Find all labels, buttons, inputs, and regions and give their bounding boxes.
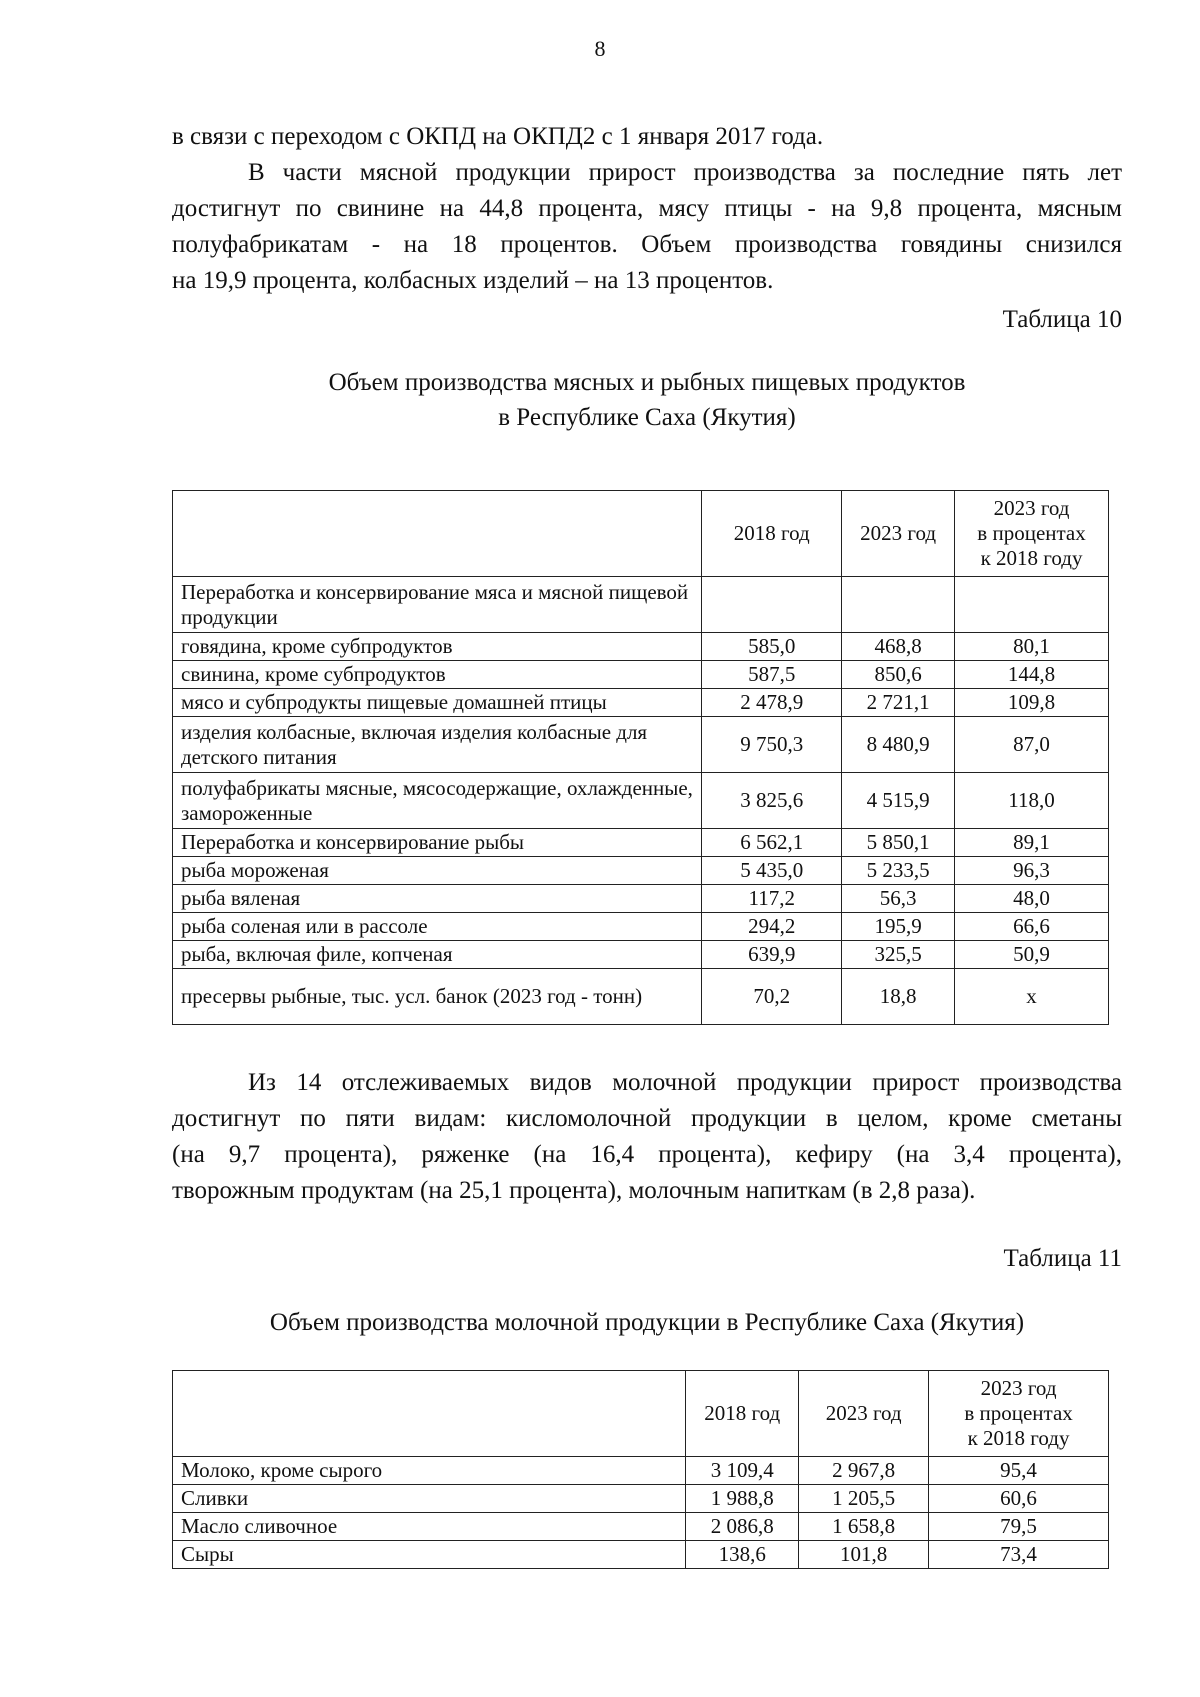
value-2023: 5 233,5 [842, 857, 955, 885]
value-2018: 5 435,0 [702, 857, 842, 885]
value-2023: 850,6 [842, 661, 955, 689]
row-name: рыба вяленая [173, 885, 702, 913]
table-row [173, 969, 1109, 1025]
header-cell-empty [173, 1371, 686, 1457]
table-row [173, 717, 1109, 773]
table-11 [172, 1370, 1109, 1569]
text-line: творожным продуктам (на 25,1 процента), молочным напиткам (в 2,8 раза). [172, 1177, 976, 1204]
value-percent: 87,0 [955, 717, 1109, 773]
value-2018: 2 086,8 [686, 1513, 799, 1541]
row-name: рыба мороженая [173, 857, 702, 885]
value-percent: 73,4 [929, 1541, 1109, 1569]
header-cell-empty [173, 491, 702, 577]
value-percent: 79,5 [929, 1513, 1109, 1541]
value-percent: 50,9 [955, 941, 1109, 969]
row-name: пресервы рыбные, тыс. усл. банок (2023 год - тонн) [173, 969, 702, 1025]
value-2018: 3 825,6 [702, 773, 842, 829]
row-name: мясо и субпродукты пищевые домашней птицы [173, 689, 702, 717]
value-2018: 639,9 [702, 941, 842, 969]
cell-empty [955, 577, 1109, 633]
text-line: на 19,9 процента, колбасных изделий – на 13 процентов. [172, 267, 774, 294]
cell-empty [702, 577, 842, 633]
value-2023: 1 658,8 [799, 1513, 929, 1541]
table-row [173, 1541, 1109, 1569]
value-2018: 3 109,4 [686, 1457, 799, 1485]
table-row [173, 577, 1109, 633]
table-header-row [173, 1371, 1109, 1457]
table-header-row [173, 491, 1109, 577]
value-2023: 2 721,1 [842, 689, 955, 717]
value-2018: 294,2 [702, 913, 842, 941]
row-name: Молоко, кроме сырого [173, 1457, 686, 1485]
table-row [173, 633, 1109, 661]
value-2018: 1 988,8 [686, 1485, 799, 1513]
cell-empty [842, 577, 955, 633]
text-line: В части мясной продукции прирост производства за последние пять лет [248, 159, 1122, 186]
table-row [173, 829, 1109, 857]
title-line: в Республике Саха (Якутия) [498, 404, 796, 431]
text-line: достигнут по свинине на 44,8 процента, мясу птицы - на 9,8 процента, мясным [172, 195, 1122, 222]
text-line: (на 9,7 процента), ряженке (на 16,4 процента), кефиру (на 3,4 процента), [172, 1141, 1122, 1168]
table-10-label: Таблица 10 [1002, 306, 1122, 333]
value-percent: 95,4 [929, 1457, 1109, 1485]
table-row [173, 1457, 1109, 1485]
header-cell: 2018 год [686, 1371, 799, 1457]
row-name: Сливки [173, 1485, 686, 1513]
value-2018: 70,2 [702, 969, 842, 1025]
table-10-title [172, 365, 1122, 435]
row-name: рыба, включая филе, копченая [173, 941, 702, 969]
title-line: Объем производства мясных и рыбных пищевых продуктов [328, 369, 966, 396]
value-2018: 117,2 [702, 885, 842, 913]
table-row [173, 661, 1109, 689]
table-row [173, 773, 1109, 829]
value-2018: 6 562,1 [702, 829, 842, 857]
table-11-title: Объем производства молочной продукции в Республике Саха (Якутия) [269, 1309, 1025, 1336]
dairy-paragraph [172, 1065, 1122, 1209]
value-2023: 8 480,9 [842, 717, 955, 773]
value-percent: х [955, 969, 1109, 1025]
table-row [173, 885, 1109, 913]
value-2018: 9 750,3 [702, 717, 842, 773]
value-percent: 48,0 [955, 885, 1109, 913]
page-number: 8 [594, 36, 606, 61]
row-name: Переработка и консервирование рыбы [173, 829, 702, 857]
text-line: полуфабрикатам - на 18 процентов. Объем производства говядины снизился [172, 231, 1122, 258]
table-row [173, 941, 1109, 969]
value-percent: 89,1 [955, 829, 1109, 857]
table-row [173, 913, 1109, 941]
table-10 [172, 490, 1109, 1025]
value-2023: 2 967,8 [799, 1457, 929, 1485]
value-2023: 56,3 [842, 885, 955, 913]
header-cell: 2023 год в процентах к 2018 году [955, 491, 1109, 577]
value-2023: 468,8 [842, 633, 955, 661]
row-name: рыба соленая или в рассоле [173, 913, 702, 941]
value-2018: 2 478,9 [702, 689, 842, 717]
table-row [173, 857, 1109, 885]
value-percent: 109,8 [955, 689, 1109, 717]
text-line: в связи с переходом с ОКПД на ОКПД2 с 1 января 2017 года. [172, 123, 824, 150]
header-cell: 2023 год [799, 1371, 929, 1457]
value-2018: 585,0 [702, 633, 842, 661]
row-name: свинина, кроме субпродуктов [173, 661, 702, 689]
value-2023: 5 850,1 [842, 829, 955, 857]
row-name: полуфабрикаты мясные, мясосодержащие, охлажденные, замороженные [173, 773, 702, 829]
value-percent: 60,6 [929, 1485, 1109, 1513]
value-2023: 1 205,5 [799, 1485, 929, 1513]
value-2023: 18,8 [842, 969, 955, 1025]
value-percent: 118,0 [955, 773, 1109, 829]
value-2018: 587,5 [702, 661, 842, 689]
value-percent: 66,6 [955, 913, 1109, 941]
table-row [173, 1485, 1109, 1513]
value-2023: 4 515,9 [842, 773, 955, 829]
header-cell: 2018 год [702, 491, 842, 577]
row-name: Масло сливочное [173, 1513, 686, 1541]
header-cell: 2023 год [842, 491, 955, 577]
intro-paragraph [172, 119, 1122, 299]
value-percent: 80,1 [955, 633, 1109, 661]
value-percent: 144,8 [955, 661, 1109, 689]
row-name: Сыры [173, 1541, 686, 1569]
table-row [173, 689, 1109, 717]
text-line: Из 14 отслеживаемых видов молочной продукции прирост производства [248, 1069, 1122, 1096]
value-2023: 325,5 [842, 941, 955, 969]
text-line: достигнут по пяти видам: кисломолочной продукции в целом, кроме сметаны [172, 1105, 1122, 1132]
value-2023: 101,8 [799, 1541, 929, 1569]
value-percent: 96,3 [955, 857, 1109, 885]
row-name: говядина, кроме субпродуктов [173, 633, 702, 661]
value-2023: 195,9 [842, 913, 955, 941]
row-name: изделия колбасные, включая изделия колбасные для детского питания [173, 717, 702, 773]
table-row [173, 1513, 1109, 1541]
table-11-label: Таблица 11 [1003, 1245, 1122, 1272]
value-2018: 138,6 [686, 1541, 799, 1569]
row-name: Переработка и консервирование мяса и мясной пищевой продукции [173, 577, 702, 633]
header-cell: 2023 год в процентах к 2018 году [929, 1371, 1109, 1457]
